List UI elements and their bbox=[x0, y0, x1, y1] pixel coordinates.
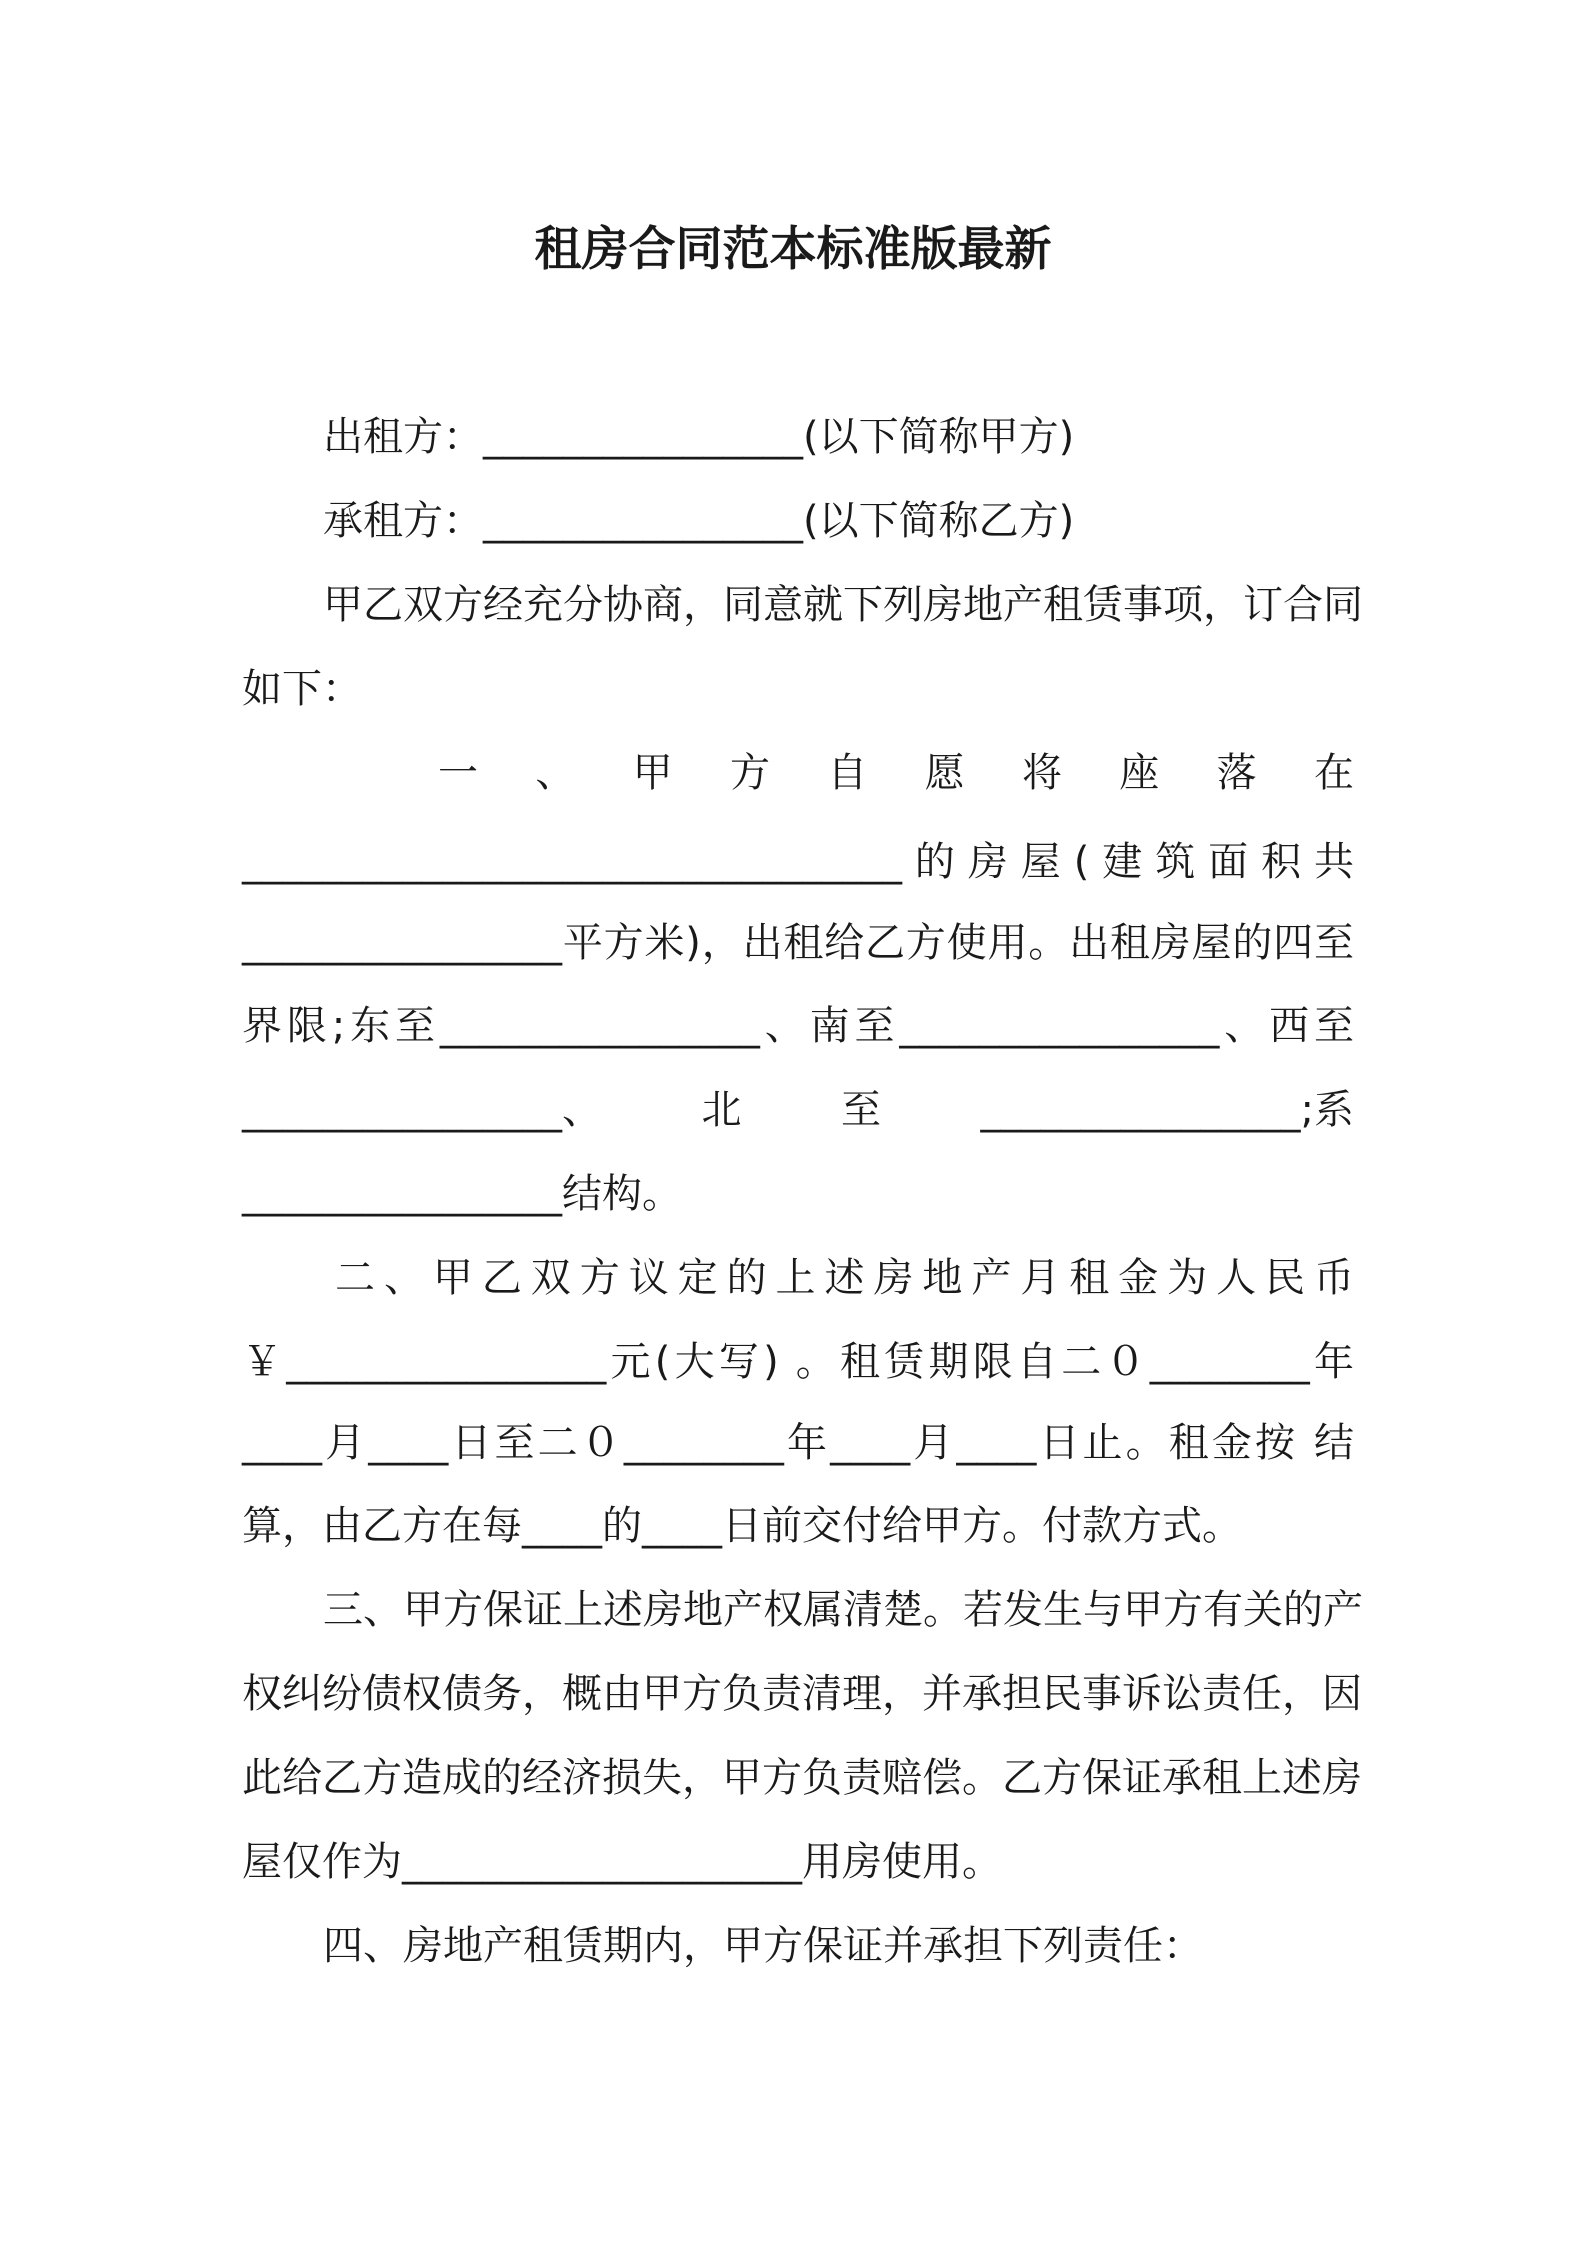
article-1-line-3: ________________平方米)，出租给乙方使用。出租房屋的四至 bbox=[242, 920, 1354, 966]
article-2-line-3: ____月____日至二０________年____月____日止。租金按 结 bbox=[242, 1420, 1354, 1466]
article-1-line-5: ________________、 北 至 ________________;系 bbox=[242, 1087, 1354, 1133]
article-2-line-2: ￥________________元(大写) 。租赁期限自二０________年 bbox=[242, 1339, 1354, 1385]
intro-line-2: 如下： bbox=[242, 666, 362, 712]
article-3-line-2: 权纠纷债权债务，概由甲方负责清理，并承担民事诉讼责任，因 bbox=[242, 1671, 1362, 1717]
article-3-line-3: 此给乙方造成的经济损失，甲方负责赔偿。乙方保证承租上述房 bbox=[242, 1755, 1362, 1801]
article-2-line-4: 算，由乙方在每____的____日前交付给甲方。付款方式。 bbox=[242, 1503, 1242, 1549]
article-4-line-1: 四、房地产租赁期内，甲方保证并承担下列责任： bbox=[323, 1923, 1203, 1969]
intro-line-1: 甲乙双方经充分协商，同意就下列房地产租赁事项，订合同 bbox=[323, 582, 1363, 628]
article-1-line-6: ________________结构。 bbox=[242, 1171, 682, 1217]
document-title: 租房合同范本标准版最新 bbox=[534, 222, 1052, 277]
article-1-line-1: 一 、 甲 方 自 愿 将 座 落 在 bbox=[438, 750, 1354, 796]
article-3-line-1: 三、甲方保证上述房地产权属清楚。若发生与甲方有关的产 bbox=[323, 1587, 1363, 1633]
lessor-line: 出租方：________________(以下简称甲方) bbox=[323, 414, 1075, 460]
lessee-line: 承租方：________________(以下简称乙方) bbox=[323, 498, 1075, 544]
article-2-line-1: 二、甲乙双方议定的上述房地产月租金为人民币 bbox=[335, 1255, 1354, 1301]
article-1-line-2: _________________________________的房屋(建筑面积共 bbox=[242, 839, 1354, 885]
article-3-line-4: 屋仅作为____________________用房使用。 bbox=[242, 1839, 1002, 1885]
article-1-line-4: 界限;东至________________、南至________________、西至 bbox=[242, 1003, 1354, 1049]
